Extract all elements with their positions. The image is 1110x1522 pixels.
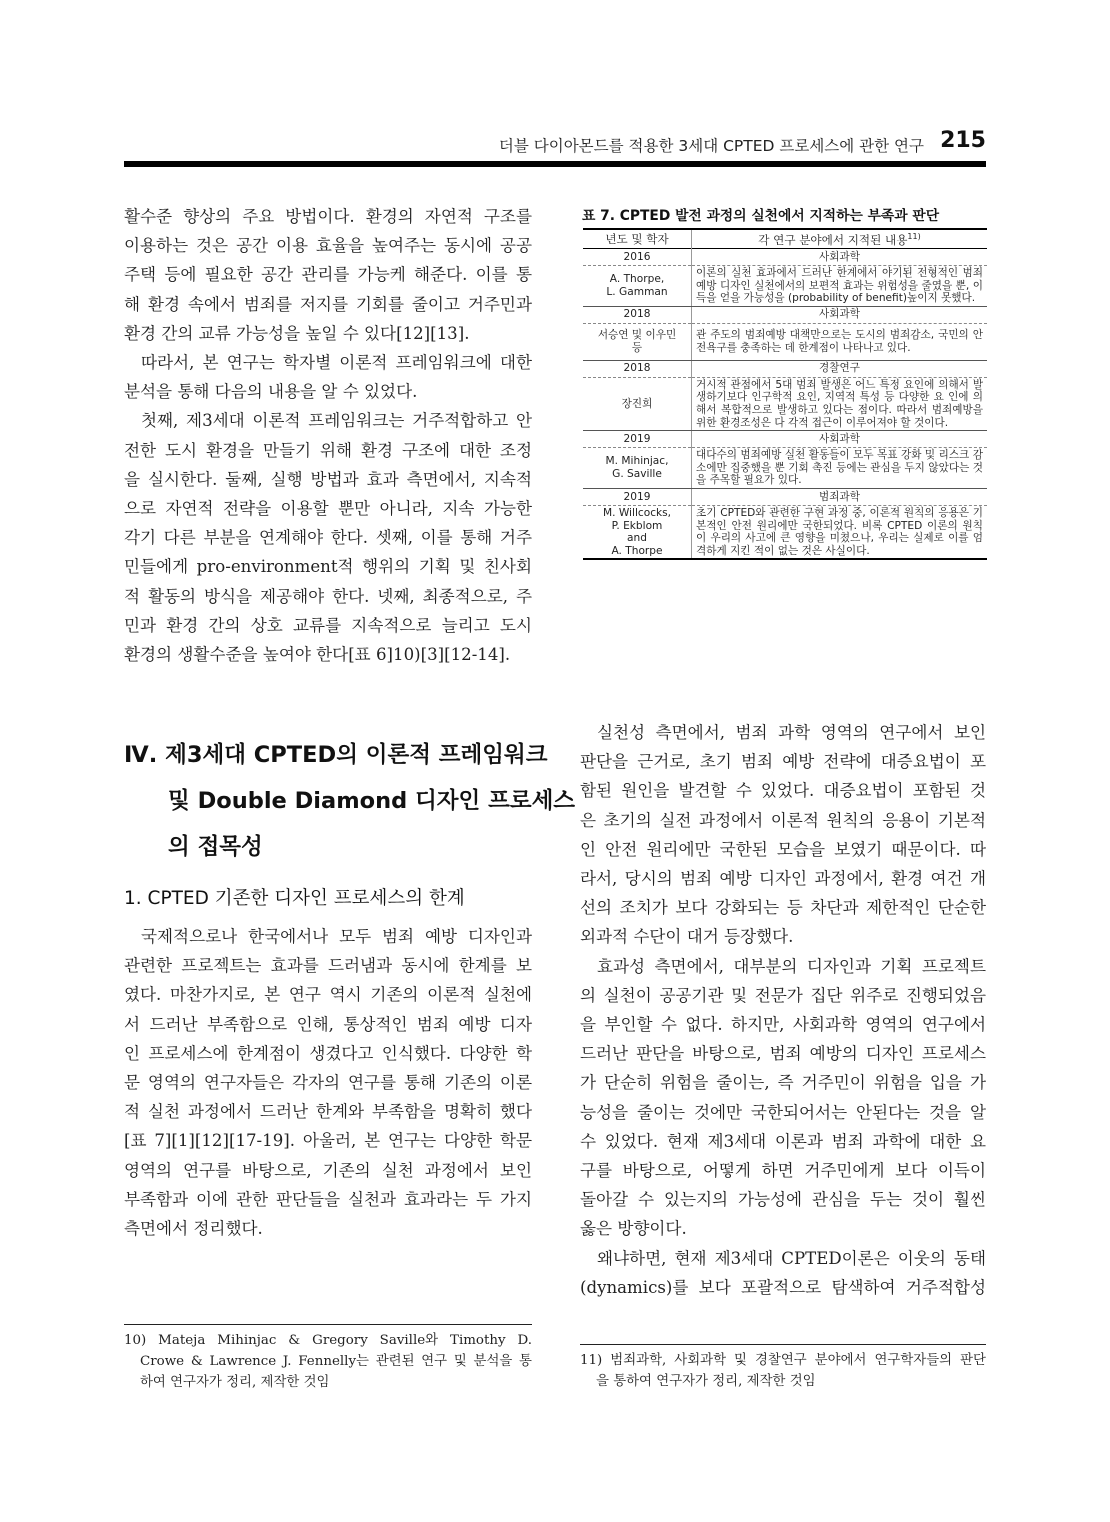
left-column-top — [124, 202, 532, 669]
body-line: 옳은 방향이다. — [580, 1219, 687, 1239]
footnote-line: 하여 연구자가 정리, 제작한 것임 — [140, 1375, 330, 1390]
table-cell-year: 2019 — [583, 431, 692, 448]
header-rule — [124, 161, 986, 167]
body-line: 주택 등에 필요한 공간 관리를 가능케 해준다. 이를 통 — [124, 265, 532, 285]
body-line: 가 단순히 위험을 줄이는, 즉 거주민이 위험을 입을 가 — [580, 1073, 986, 1093]
table-cell-field: 경찰연구 — [692, 360, 988, 377]
table-cell-year: 2016 — [583, 249, 692, 266]
footnote-rule — [580, 1344, 986, 1345]
footnote-line: 10) Mateja Mihinjac & Gregory Saville와 Timothy D. — [124, 1333, 532, 1348]
footnote-10 — [124, 1330, 532, 1393]
body-line: 활수준 향상의 주요 방법이다. 환경의 자연적 구조를 — [124, 207, 532, 226]
table-cell-description: 관 주도의 범죄예방 대책만으로는 도시의 범죄감소, 국민의 안전욕구를 충족하는 데 한계점이 나타나고 있다. — [692, 323, 988, 360]
body-line: (dynamics)를 보다 포괄적으로 탐색하여 거주적합성 — [580, 1277, 986, 1297]
page-number: 215 — [940, 128, 986, 153]
table-7 — [583, 228, 987, 560]
body-line: 해 환경 속에서 범죄를 저지를 기회를 줄이고 거주민과 — [124, 294, 532, 314]
table-cell-field: 사회과학 — [692, 249, 988, 266]
body-line: 민과 환경 간의 상호 교류를 지속적으로 늘리고 도시 — [124, 615, 532, 635]
table-row — [583, 448, 987, 489]
table-row — [583, 431, 987, 448]
body-line: 선의 조치가 보다 강화되는 등 차단과 제한적인 단순한 — [580, 898, 986, 918]
body-line: 분석을 통해 다음의 내용을 알 수 있었다. — [124, 382, 418, 402]
body-line: 돌아갈 수 있는지의 가능성에 관심을 두는 것이 훨씬 — [580, 1190, 986, 1210]
section-title-line: Ⅳ. 제3세대 CPTED의 이론적 프레임워크 — [124, 742, 548, 768]
body-line: 실천성 측면에서, 범죄 과학 영역의 연구에서 보인 — [597, 723, 986, 742]
body-line: 으로 자연적 전략을 이용할 뿐만 아니라, 지속 가능한 — [124, 499, 532, 519]
table-header-cell: 년도 및 학자 — [583, 229, 692, 249]
table-row — [583, 377, 987, 430]
author-line: 서승연 및 이우민 — [597, 329, 677, 342]
author-line: M. Mihinjac, — [605, 455, 669, 468]
body-line: 환경 간의 교류 가능성을 높일 수 있다[12][13]. — [124, 323, 470, 343]
table-cell-field: 범죄과학 — [692, 488, 988, 505]
author-line: G. Saville — [612, 468, 662, 481]
table-cell-author — [583, 377, 692, 430]
table-cell-author — [583, 448, 692, 489]
body-line: 였다. 마찬가지로, 본 연구 역시 기존의 이론적 실천에 — [124, 985, 532, 1005]
table-cell-description: 초기 CPTED와 관련한 구현 과정 중, 이론적 원칙의 응용은 기본적인 안전 원리에만 국한되었다. 비록 CPTED 이론의 원칙이 우리의 사고에 큰 영향을 미쳤으나, 우리는 실제로 이를 엄격하게 지킨 적이 없는 것은 사실이다. — [692, 505, 988, 559]
table-header-cell — [692, 229, 988, 249]
table-header-text: 각 연구 분야에서 지적된 내용 — [758, 233, 908, 248]
body-line: 관련한 프로젝트는 효과를 드러냄과 동시에 한계를 보 — [124, 956, 532, 976]
footnote-11 — [580, 1350, 986, 1392]
body-line: 이용하는 것은 공간 이용 효율을 높여주는 동시에 공공 — [124, 236, 532, 256]
footnote-rule — [124, 1324, 532, 1325]
table-cell-author — [583, 266, 692, 307]
author-line: A. Thorpe — [611, 544, 663, 557]
body-line: 은 초기의 실전 과정에서 이론적 원칙의 응용이 기본적 — [580, 810, 986, 830]
table-row — [583, 249, 987, 266]
table-cell-author — [583, 323, 692, 360]
table-row — [583, 505, 987, 559]
body-line: 첫째, 제3세대 이론적 프레임워크는 거주적합하고 안 — [141, 411, 532, 431]
table-header-row — [583, 229, 987, 249]
body-line: [표 7][1][12][17-19]. 아울러, 본 연구는 다양한 학문 — [124, 1131, 532, 1151]
author-line: A. Thorpe, — [609, 273, 665, 286]
left-column-bottom — [124, 922, 532, 1243]
body-line: 구를 바탕으로, 어떻게 하면 거주민에게 보다 이득이 — [580, 1161, 986, 1181]
table-cell-field: 사회과학 — [692, 306, 988, 323]
footnote-line: 11) 범죄과학, 사회과학 및 경찰연구 분야에서 연구학자들의 판단 — [580, 1353, 986, 1368]
body-line: 왜냐하면, 현재 제3세대 CPTED이론은 이웃의 동태 — [597, 1248, 986, 1268]
body-line: 부족함과 이에 관한 판단들을 실천과 효과라는 두 가지 — [124, 1189, 532, 1209]
table-cell-description: 대다수의 범죄예방 실천 활동들이 모두 목표 강화 및 리스크 감소에만 집중했을 뿐 기회 촉진 등에는 관심을 두지 않았다는 것을 주목할 필요가 있다. — [692, 448, 988, 489]
body-line: 적 활동의 방식을 제공해야 한다. 넷째, 최종적으로, 주 — [124, 586, 532, 606]
body-line: 드러난 판단을 바탕으로, 범죄 예방의 디자인 프로세스 — [580, 1044, 986, 1064]
table-row — [583, 306, 987, 323]
section-title — [124, 732, 576, 870]
footnote-line: Crowe & Lawrence J. Fennelly는 관련된 연구 및 분석을 통 — [140, 1354, 532, 1369]
running-header-title: 더블 다이아몬드를 적용한 3세대 CPTED 프로세스에 관한 연구 — [498, 137, 924, 155]
section-title-line: 의 접목성 — [168, 834, 263, 860]
body-line: 판단을 근거로, 초기 범죄 예방 전략에 대증요법이 포 — [580, 752, 986, 772]
subsection-title: 1. CPTED 기존한 디자인 프로세스의 한계 — [124, 888, 465, 909]
table-row — [583, 488, 987, 505]
table-cell-field: 사회과학 — [692, 431, 988, 448]
body-line: 능성을 줄이는 것에만 국한되어서는 안된다는 것을 알 — [580, 1102, 986, 1122]
right-column — [580, 718, 986, 1302]
body-line: 수 있었다. 현재 제3세대 이론과 범죄 과학에 대한 요 — [580, 1131, 986, 1151]
author-line: 등 — [631, 341, 643, 354]
table-row — [583, 266, 987, 307]
table-cell-year: 2018 — [583, 306, 692, 323]
body-line: 효과성 측면에서, 대부분의 디자인과 기획 프로젝트 — [597, 956, 986, 976]
body-line: 국제적으로나 한국에서나 모두 범죄 예방 디자인과 — [141, 927, 532, 946]
body-line: 각기 다른 부분을 연계해야 한다. 셋째, 이를 통해 거주 — [124, 528, 532, 548]
body-line: 적 실천 과정에서 드러난 한계와 부족함을 명확히 했다 — [124, 1102, 532, 1122]
running-header — [124, 128, 986, 164]
body-line: 따라서, 본 연구는 학자별 이론적 프레임워크에 대한 — [141, 353, 532, 373]
footnote-line: 을 통하여 연구자가 정리, 제작한 것임 — [596, 1374, 816, 1389]
body-line: 인 안전 원리에만 국한된 모습을 보였기 때문이다. 따 — [580, 839, 986, 859]
body-line: 인 프로세스에 한계점이 생겼다고 인식했다. 다양한 학 — [124, 1043, 532, 1063]
table-row — [583, 360, 987, 377]
body-line: 전한 도시 환경을 만들기 위해 환경 구조에 대한 조정 — [124, 440, 532, 460]
author-line: and — [627, 532, 647, 545]
table-cell-description: 이론의 실천 효과에서 드러난 한계에서 야기된 전형적인 범죄예방 디자인 실천에서의 보편적 효과는 위험성을 줄였을 뿐, 이득을 얻을 가능성을 (probability of benefit)높이지 못했다. — [692, 266, 988, 307]
author-line: M. Willcocks, — [602, 506, 672, 519]
body-line: 문 영역의 연구자들은 각자의 연구를 통해 기존의 이론 — [124, 1073, 532, 1093]
body-line: 을 실시한다. 둘째, 실행 방법과 효과 측면에서, 지속적 — [124, 469, 532, 489]
body-line: 환경의 생활수준을 높여야 한다[표 6]10)[3][12-14]. — [124, 645, 511, 665]
table-cell-description: 거시적 관점에서 5대 범죄 발생은 어느 특정 요인에 의해서 발생하기보다 인구학적 요인, 지역적 특성 등 다양한 요 인에 의해서 복합적으로 발생하고 있다는 점이다. 따라서 범죄예방을 위한 환경조성은 다 각적 접근이 이루어져야 할 것이다. — [692, 377, 988, 430]
table-caption: 표 7. CPTED 발전 과정의 실천에서 지적하는 부족과 판단 — [582, 208, 940, 224]
body-line: 함된 원인을 발견할 수 있었다. 대증요법이 포함된 것 — [580, 781, 986, 801]
body-line: 의 실천이 공공기관 및 전문가 집단 위주로 진행되었음 — [580, 985, 986, 1005]
body-line: 외과적 수단이 대거 등장했다. — [580, 927, 794, 947]
body-line: 민들에게 pro-environment적 행위의 기획 및 친사회 — [124, 557, 532, 577]
table-header-footnote-ref: 11) — [907, 232, 921, 242]
author-line: L. Gamman — [606, 285, 668, 298]
table-cell-year: 2018 — [583, 360, 692, 377]
author-line: P. Ekblom — [611, 519, 663, 532]
table-cell-author — [583, 505, 692, 559]
body-line: 서 드러난 부족함으로 인해, 통상적인 범죄 예방 디자 — [124, 1014, 532, 1034]
table-row — [583, 323, 987, 360]
body-line: 영역의 연구를 바탕으로, 기존의 실천 과정에서 보인 — [124, 1160, 532, 1180]
body-line: 을 부인할 수 없다. 하지만, 사회과학 영역의 연구에서 — [580, 1015, 986, 1035]
body-line: 측면에서 정리했다. — [124, 1219, 263, 1239]
body-line: 라서, 당시의 범죄 예방 디자인 과정에서, 환경 여건 개 — [580, 869, 986, 889]
author-line: 장진희 — [621, 397, 653, 410]
section-title-line: 및 Double Diamond 디자인 프로세스 — [168, 788, 576, 814]
table-cell-year: 2019 — [583, 488, 692, 505]
